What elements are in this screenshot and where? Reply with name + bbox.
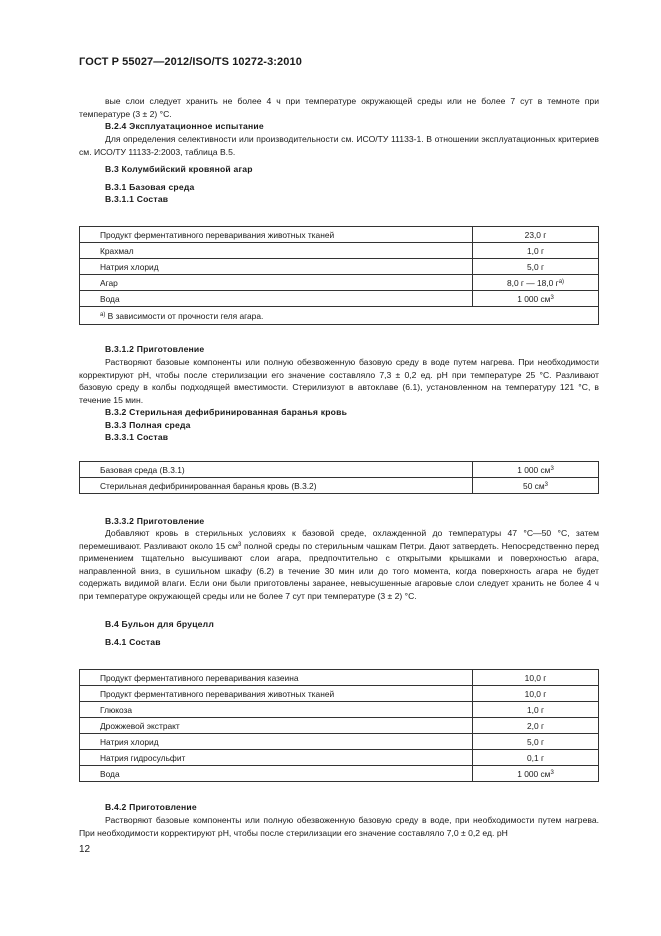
unit-exponent: 3 (550, 769, 554, 776)
ingredient-name: Базовая среда (В.3.1) (80, 462, 473, 478)
section-b4-heading: В.4 Бульон для бруцелл (105, 619, 214, 629)
table-row (80, 462, 599, 478)
composition-table-2 (79, 461, 599, 494)
table-row (80, 766, 599, 782)
section-b24-text: Для определения селективности или производительности см. ИСО/ТУ 11133-1. В отношении эксплуатационных критериев см. ИСО/ТУ 11133-2:2003, таблица В.5. (79, 134, 599, 157)
section-b331-heading: В.3.3.1 Состав (105, 432, 169, 442)
ingredient-name: Натрия хлорид (80, 259, 473, 275)
unit-exponent: 3 (550, 465, 554, 472)
ingredient-name: Дрожжевой экстракт (80, 718, 473, 734)
ingredient-name: Продукт ферментативного переваривания казеина (80, 670, 473, 686)
section-b3-heading: В.3 Колумбийский кровяной агар (105, 164, 253, 174)
ingredient-name: Натрия хлорид (80, 734, 473, 750)
ingredient-name: Агар (80, 275, 473, 291)
ingredient-amount: 8,0 г — 18,0 $г^{а)}$ (473, 275, 599, 291)
ingredient-name: Крахмал (80, 243, 473, 259)
table-row (80, 718, 599, 734)
section-b33-heading: В.3.3 Полная среда (105, 420, 191, 430)
table-row (80, 734, 599, 750)
table-row (80, 702, 599, 718)
ingredient-amount: 1,0 г (473, 702, 599, 718)
ingredient-name: Продукт ферментативного переваривания животных тканей (80, 686, 473, 702)
ingredient-amount: 10,0 г (473, 670, 599, 686)
ingredient-amount: 1 000 $см^3$ (473, 462, 599, 478)
document-header: ГОСТ Р 55027—2012/ISO/TS 10272-3:2010 (79, 56, 302, 68)
section-b311-heading: В.3.1.1 Состав (105, 194, 169, 204)
table-row (80, 478, 599, 494)
composition-table-1 (79, 226, 599, 325)
ingredient-amount: 50 $см^3$ (473, 478, 599, 494)
ingredient-amount: 5,0 г (473, 259, 599, 275)
ingredient-name: Вода (80, 291, 473, 307)
section-b42-heading: В.4.2 Приготовление (105, 802, 197, 812)
ingredient-amount: 1,0 г (473, 243, 599, 259)
table-row (80, 227, 599, 243)
composition-table-3 (79, 669, 599, 782)
ingredient-name: Стерильная дефибринированная баранья кровь (В.3.2) (80, 478, 473, 494)
section-b312-heading: В.3.1.2 Приготовление (105, 344, 205, 354)
unit-exponent: 3 (550, 294, 554, 301)
section-b42-text: Растворяют базовые компоненты или полную обезвоженную базовую среду в воде, при необходимости путем нагрева. При необходимости корректируют рН, чтобы после стерилизации его значение составляло 7,0 ± 0,2 ед. рН (79, 815, 599, 838)
ingredient-name: Продукт ферментативного переваривания животных тканей (80, 227, 473, 243)
table-row (80, 243, 599, 259)
section-b332-text: Добавляют кровь в стерильных условиях к базовой среде, охлажденной до температуры 47 °С—50 °С, затем перемешивают. Разливают около 15 $см^3$ полной среды по стерильным чашкам Петри. Дают затвердеть. Непосредственно перед применением тщательно высушивают слои агара, предпочтительно с открытыми крышками и поверхностью агара, направленной вниз, в сушильном шкафу (6.2) в течение 30 мин или до того момента, когда поверхность агара не будет содержать видимой влаги. Если они были приготовлены заранее, невысушенные агаровые слои следует хранить не более 4 ч при температуре окружающей среды или не более 7 сут при температуре (3 ± 2) °С. (79, 528, 599, 601)
table-row (80, 686, 599, 702)
footnote-ref: а) (558, 278, 565, 285)
table-row (80, 670, 599, 686)
ingredient-amount: 2,0 г (473, 718, 599, 734)
table-row (80, 750, 599, 766)
table-row (80, 259, 599, 275)
section-b332-heading: В.3.3.2 Приготовление (105, 516, 205, 526)
ingredient-amount: 1 000 $см^3$ (473, 291, 599, 307)
section-b312-text: Растворяют базовые компоненты или полную обезвоженную базовую среду в воде путем нагрева. При необходимости корректируют рН, чтобы после стерилизации его значение составляло 7,3 ± 0,2 ед. рН при температуре 25 °С. Разливают базовую среду в колбы подходящей вместимости. Стерилизуют в автоклаве (6.1), установленном на температуру 121 °С, в течение 15 мин. (79, 357, 599, 405)
ingredient-name: Вода (80, 766, 473, 782)
ingredient-name: Натрия гидросульфит (80, 750, 473, 766)
ingredient-amount: 0,1 г (473, 750, 599, 766)
page-number: 12 (79, 844, 91, 855)
section-b32-heading: В.3.2 Стерильная дефибринированная баранья кровь (105, 407, 348, 417)
ingredient-name: Глюкоза (80, 702, 473, 718)
ingredient-amount: 10,0 г (473, 686, 599, 702)
ingredient-amount: 5,0 г (473, 734, 599, 750)
section-b41-heading: В.4.1 Состав (105, 637, 161, 647)
table-footnote-row (80, 307, 599, 325)
table-footnote: $^{а)}$ В зависимости от прочности геля агара. (80, 307, 599, 325)
unit-exponent: 3 (544, 481, 548, 488)
table-row (80, 275, 599, 291)
table-row (80, 291, 599, 307)
section-b31-heading: В.3.1 Базовая среда (105, 182, 195, 192)
section-b24-heading: В.2.4 Эксплуатационное испытание (105, 121, 264, 131)
continued-paragraph: вые слои следует хранить не более 4 ч при температуре окружающей среды или не более 7 сут в темноте при температуре (3 ± 2) °С. (79, 96, 599, 119)
ingredient-amount: 23,0 г (473, 227, 599, 243)
ingredient-amount: 1 000 $см^3$ (473, 766, 599, 782)
